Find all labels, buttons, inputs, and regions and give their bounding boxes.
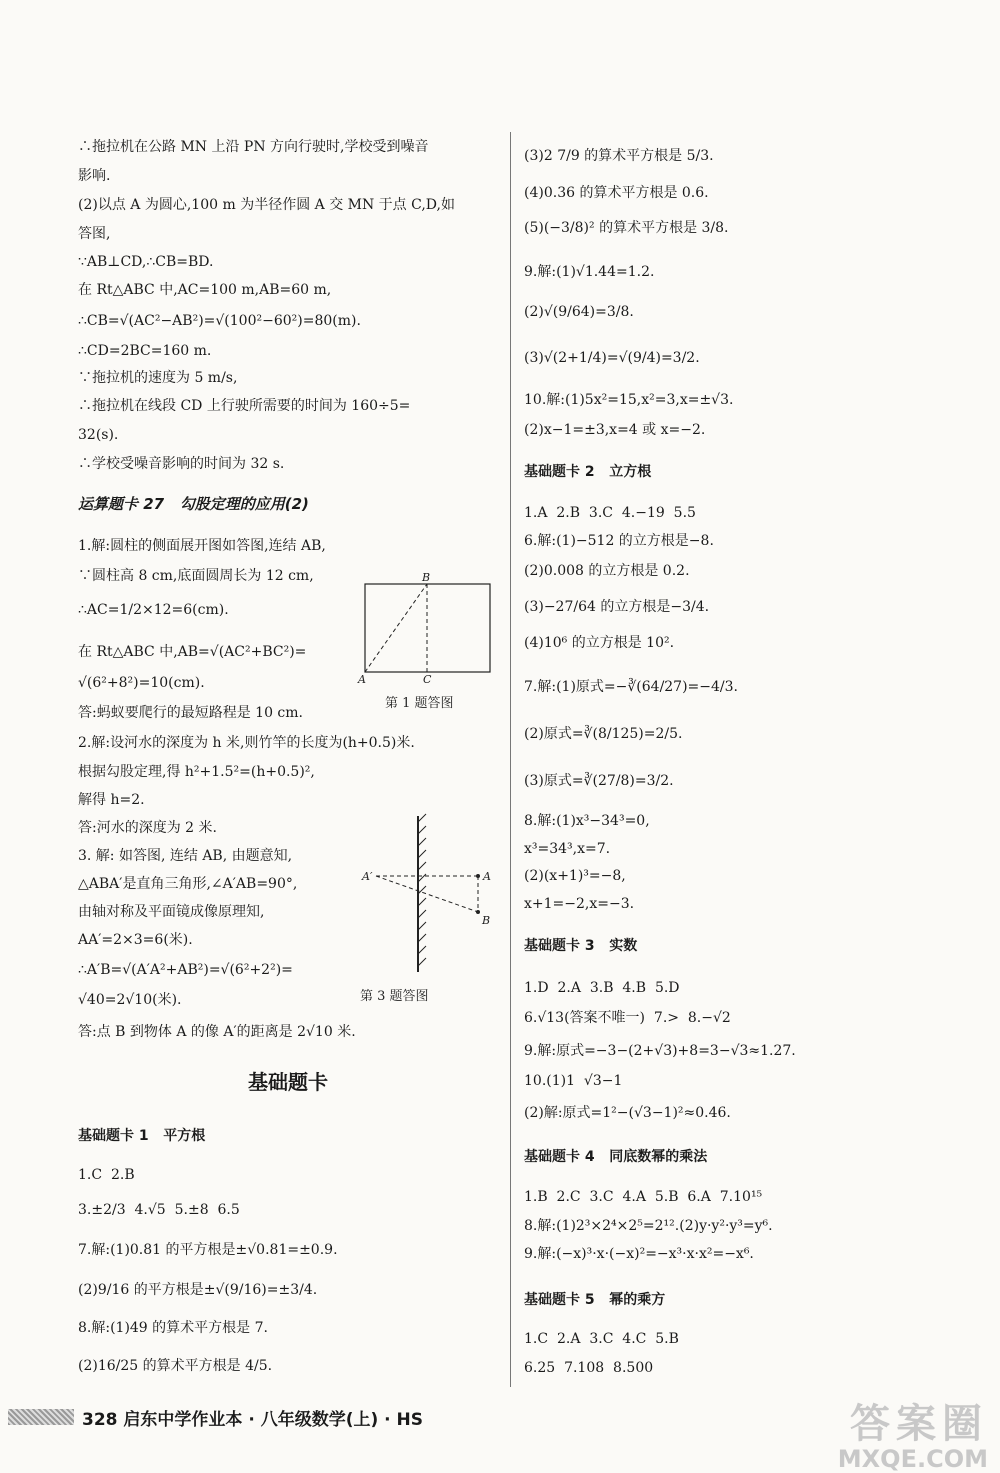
fig1-caption: 第 1 题答图: [385, 696, 454, 711]
text-line: (3)2 7/9 的算术平方根是 5/3.: [524, 148, 714, 164]
text-line: AA′=2×3=6(米).: [78, 932, 193, 948]
text-line: 8.解:(1)49 的算术平方根是 7.: [78, 1320, 268, 1336]
figure-1-diagram: [355, 570, 505, 715]
text-line: 8.解:(1)2³×2⁴×2⁵=2¹².(2)y·y²·y³=y⁶.: [524, 1218, 773, 1234]
text-line: ∴拖拉机在线段 CD 上行驶所需要的时间为 160÷5=: [78, 398, 411, 414]
text-line: 32(s).: [78, 427, 119, 443]
text-line: 答:点 B 到物体 A 的像 A′的距离是 2√10 米.: [78, 1024, 356, 1040]
text-line: 由轴对称及平面镜成像原理知,: [78, 904, 265, 920]
text-line: 答:蚂蚁要爬行的最短路程是 10 cm.: [78, 705, 303, 721]
text-line: x³=34³,x=7.: [524, 841, 611, 857]
figure-1: [355, 570, 505, 715]
text-line: 答:河水的深度为 2 米.: [78, 820, 217, 836]
text-line: ∵圆柱高 8 cm,底面圆周长为 12 cm,: [78, 568, 314, 584]
text-line: (5)(−3/8)² 的算术平方根是 3/8.: [524, 220, 729, 236]
text-line: (2)解:原式=1²−(√3−1)²≈0.46.: [524, 1105, 731, 1121]
text-line: 6.√13(答案不唯一) 7.> 8.−√2: [524, 1010, 731, 1026]
text-line: 3. 解: 如答图, 连结 AB, 由题意知,: [78, 848, 293, 864]
section-heading: 基础题卡: [248, 1070, 328, 1094]
section-title-1: 基础题卡 1 平方根: [78, 1128, 206, 1144]
text-line: 1.D 2.A 3.B 4.B 5.D: [524, 980, 680, 996]
text-line: ∴CD=2BC=160 m.: [78, 343, 212, 359]
text-line: 10.解:(1)5x²=15,x²=3,x=±√3.: [524, 392, 734, 408]
figure-3: [358, 812, 503, 1007]
text-line: 7.解:(1)0.81 的平方根是±√0.81=±0.9.: [78, 1242, 338, 1258]
text-line: (3)原式=∛(27/8)=3/2.: [524, 773, 674, 789]
text-line: 1.B 2.C 3.C 4.A 5.B 6.A 7.10¹⁵: [524, 1189, 763, 1205]
footer-text: 328 启东中学作业本 · 八年级数学(上) · HS: [82, 1410, 424, 1430]
text-line: 1.A 2.B 3.C 4.−19 5.5: [524, 505, 696, 521]
text-line: 10.(1)1 √3−1: [524, 1073, 623, 1089]
text-line: 9.解:(−x)³·x·(−x)²=−x³·x·x²=−x⁶.: [524, 1246, 754, 1262]
footer-decoration: [8, 1409, 74, 1425]
text-line: (2)9/16 的平方根是±√(9/16)=±3/4.: [78, 1282, 318, 1298]
text-line: 在 Rt△ABC 中,AB=√(AC²+BC²)=: [78, 644, 307, 660]
text-line: 1.解:圆柱的侧面展开图如答图,连结 AB,: [78, 538, 326, 554]
fig3-label-b: B: [482, 914, 491, 927]
fig1-label-c: C: [423, 673, 432, 686]
watermark-logo: 答案圈: [850, 1401, 988, 1447]
watermark-url: MXQE.COM: [837, 1445, 988, 1473]
text-line: ∵拖拉机的速度为 5 m/s,: [78, 370, 238, 386]
text-line: 影响.: [78, 168, 111, 184]
text-line: 3.±2/3 4.√5 5.±8 6.5: [78, 1202, 240, 1218]
text-line: (2)以点 A 为圆心,100 m 为半径作圆 A 交 MN 于点 C,D,如: [78, 197, 455, 213]
text-line: 1.C 2.A 3.C 4.C 5.B: [524, 1331, 679, 1347]
text-line: ∴学校受噪音影响的时间为 32 s.: [78, 456, 285, 472]
text-line: ∴A′B=√(A′A²+AB²)=√(6²+2²)=: [78, 962, 293, 978]
text-line: (2)x−1=±3,x=4 或 x=−2.: [524, 422, 706, 438]
text-line: (3)√(2+1/4)=√(9/4)=3/2.: [524, 350, 700, 366]
watermark: [838, 1392, 988, 1473]
text-line: 1.C 2.B: [78, 1167, 135, 1183]
text-line: √40=2√10(米).: [78, 992, 182, 1008]
text-line: (4)0.36 的算术平方根是 0.6.: [524, 185, 709, 201]
text-line: 9.解:(1)√1.44=1.2.: [524, 264, 655, 280]
fig3-caption: 第 3 题答图: [360, 989, 429, 1004]
text-line: 2.解:设河水的深度为 h 米,则竹竿的长度为(h+0.5)米.: [78, 735, 415, 751]
text-line: (4)10⁶ 的立方根是 10².: [524, 635, 675, 651]
text-line: x+1=−2,x=−3.: [524, 896, 635, 912]
fig1-label-a: A: [358, 673, 366, 686]
text-line: ∴CB=√(AC²−AB²)=√(100²−60²)=80(m).: [78, 313, 361, 329]
section-title-3: 基础题卡 3 实数: [524, 938, 638, 954]
text-line: 6.25 7.108 8.500: [524, 1360, 654, 1376]
text-line: ∵AB⊥CD,∴CB=BD.: [78, 254, 214, 270]
figure-3-diagram: [358, 812, 503, 1007]
section-title-4: 基础题卡 4 同底数幂的乘法: [524, 1149, 708, 1165]
section-title-27: 运算题卡 27 勾股定理的应用(2): [78, 495, 309, 513]
text-line: (2)原式=∛(8/125)=2/5.: [524, 726, 683, 742]
text-line: (2)(x+1)³=−8,: [524, 868, 626, 884]
text-line: ∴AC=1/2×12=6(cm).: [78, 602, 229, 618]
column-divider: [510, 132, 511, 1387]
text-line: ∴拖拉机在公路 MN 上沿 PN 方向行驶时,学校受到噪音: [78, 139, 429, 155]
text-line: 8.解:(1)x³−34³=0,: [524, 813, 650, 829]
text-line: √(6²+8²)=10(cm).: [78, 675, 205, 691]
fig3-label-a: A: [483, 870, 491, 883]
text-line: (2)16/25 的算术平方根是 4/5.: [78, 1358, 273, 1374]
fig1-label-b: B: [422, 571, 431, 584]
text-line: 6.解:(1)−512 的立方根是−8.: [524, 533, 714, 549]
text-line: 7.解:(1)原式=−∛(64/27)=−4/3.: [524, 679, 738, 695]
text-line: △ABA′是直角三角形,∠A′AB=90°,: [78, 876, 298, 892]
text-line: 9.解:原式=−3−(2+√3)+8=3−√3≈1.27.: [524, 1043, 796, 1059]
text-line: 根据勾股定理,得 h²+1.5²=(h+0.5)²,: [78, 764, 315, 780]
fig3-label-ap: A′: [362, 870, 373, 883]
text-line: (2)√(9/64)=3/8.: [524, 304, 634, 320]
text-line: (3)−27/64 的立方根是−3/4.: [524, 599, 710, 615]
section-title-2: 基础题卡 2 立方根: [524, 464, 652, 480]
text-line: 解得 h=2.: [78, 792, 145, 808]
text-line: 在 Rt△ABC 中,AC=100 m,AB=60 m,: [78, 282, 332, 298]
section-title-5: 基础题卡 5 幂的乘方: [524, 1292, 666, 1308]
text-line: (2)0.008 的立方根是 0.2.: [524, 563, 690, 579]
text-line: 答图,: [78, 226, 111, 242]
